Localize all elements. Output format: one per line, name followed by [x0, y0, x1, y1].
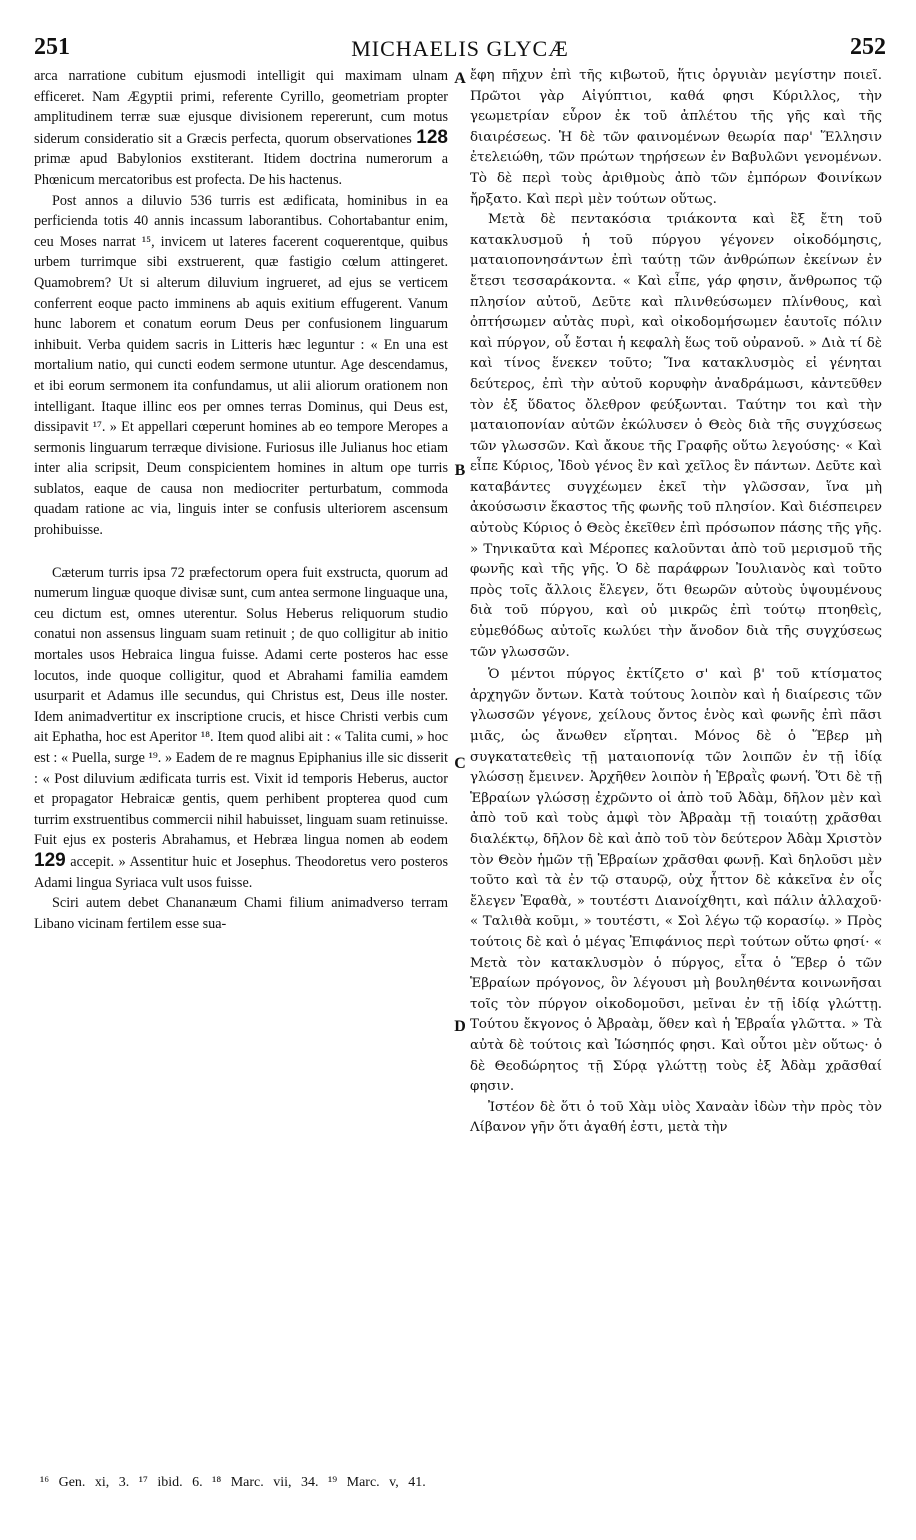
latin-paragraph-3: Cæterum turris ipsa 72 præfectorum opera fuit exstructa, quorum ad numerum linguæ quoque divisæ sunt, cum antea sermone linguaque una, ceu dictum est, omnes uterentur. Solus Heberus reliquorum studio conatui non assensus linguam suam retinuit ; de quo colligitur ab initio mortales usos Hebraica lingua fuisse. Adami certe posteros hac esse locutos, inde quoque colligitur, quod et Abrahami familia eamdem usurparit et Adamus ille secundus, qui Christus est, Deus ille noster. Idem animadvertitur ex inscriptione crucis, et hisce Christi verbis cum ait Ephatha, hoc est Aperitor ¹⁸. Item quod alibi ait : « Talita cumi, » hoc est : « Puella, surge ¹⁹. » Eadem de re magnus Epiphanius ille sic disserit : « Post diluvium ædificata turris est. Vixit id temporis Heberus, auctor et propagator Hebraicæ gentis, quem perhibent propterea quod cum turrim exstruentibus commercii nihil habuisset, linguam suam retinuisse. Fuit ejus ex posteris Abrahamus, et Hebræa lingua nomen ab eodem 129 accepit. » Assentitur huic et Josephus. Theodoretus vero posteros Adami lingua Syriaca vult usos fuisse.	[34, 564, 448, 891]
page-number-left: 251	[34, 34, 70, 60]
section-marker-a: A	[454, 70, 466, 87]
latin-column	[34, 66, 448, 934]
section-marker-c: C	[454, 755, 466, 772]
latin-paragraph-1: arca narratione cubitum ejusmodi intelligit qui maximam ulnam efficeret. Nam Ægyptii primi, referente Cyrillo, geometriam propter amplitudinem terræ suæ ejusque divisionem repererunt, cum motus siderum consideratio sit a Græcis perfecta, quorum observationes 128 primæ apud Babylonios exstiterant. Itidem doctrina numerorum a Phœnicum mercatoribus est profecta. De his hactenus.	[34, 68, 448, 188]
greek-column	[470, 66, 882, 1139]
page-number-right: 252	[850, 34, 886, 60]
section-marker-d: D	[454, 1018, 466, 1035]
footnotes: ¹⁶ Gen. xi, 3. ¹⁷ ibid. 6. ¹⁸ Marc. vii, 34. ¹⁹ Marc. v, 41.	[40, 1475, 426, 1490]
paragraph-gap	[34, 541, 448, 563]
greek-paragraph-3: Ὁ μέντοι πύργος ἐκτίζετο σ' καὶ β' τοῦ κτίσματος ἀρχηγῶν ὄντων. Κατὰ τούτους λοιπὸν καὶ ἡ διαίρεσις τῶν γλωσσῶν γέγονε, χείλους ὄντος ἑνὸς καὶ φωνῆς ἐπὶ πᾶσι μιᾶς, ὡς ἄνωθεν εἴρηται. Μόνος δὲ ὁ Ἕβερ μὴ συγκατατεθεὶς τῇ ματαιοπονίᾳ τῶν λοιπῶν ἐν τῇ ἰδίᾳ γλώσσῃ ἔμεινεν. Ἀρχῆθεν λοιπὸν ἡ Ἑβραῒς φωνή. Ὅτι δὲ τῇ Ἑβραίων γλώσσῃ ἐχρῶντο οἱ ἀπὸ τοῦ Ἀδὰμ, δῆλον μὲν καὶ ἀπὸ τοῦ καὶ τοὺς ἀμφὶ τὸν Ἀβραὰμ τῇ τοιαύτῃ χρᾶσθαι διαλέκτῳ, δῆλον δὲ καὶ ἀπὸ τοῦ τὸν δεύτερον Ἀδὰμ Χριστὸν τὸν Θεὸν ἡμῶν τῇ Ἑβραίων χρᾶσθαι φωνῇ. Καὶ δηλοῦσι μὲν τοῦτο καὶ τὰ ἐν τῷ σταυρῷ, οὐχ ἧττον δὲ κἀκεῖνα ἐν οἷς ἔλεγεν Ἐφαθὰ, » τουτέστι Διανοίχθητι, καὶ πάλιν ἀλλαχοῦ· « Ταλιθὰ κοῦμι, » τουτέστι, « Σοὶ λέγω τῷ κορασίῳ. » Πρὸς τούτοις δὲ καὶ ὁ μέγας Ἐπιφάνιος περὶ τούτων οὕτω φησί· « Μετὰ τὸν κατακλυσμὸν ὁ πύργος, εἶτα ὁ Ἕβερ ὁ τῶν Ἑβραίων πρόγονος, ὃν λέγουσι μὴ βουληθέντα κοινωνῆσαι τοῖς τὸν πύργον οἰκοδομοῦσι, μεῖναι ἐν τῇ ἰδίᾳ γλώττῃ. Τούτου ἔκγονος ὁ Ἀβραὰμ, ὅθεν καὶ ἡ Ἑβραΐα γλῶττα. » Τὰ αὐτὰ δὲ τούτοις καὶ Ἰώσηπός φησι. Καὶ οὗτοι μὲν οὕτως· ὁ δὲ Θεοδώρητος τῇ Σύρᾳ γλώττῃ τοὺς ἐξ Ἀδὰμ χρᾶσθαί φησιν.	[470, 667, 882, 1095]
greek-paragraph-1: ἔφη πῆχυν ἐπὶ τῆς κιβωτοῦ, ἥτις ὀργυιὰν μεγίστην ποιεῖ. Πρῶτοι γὰρ Αἰγύπτιοι, καθά φησι Κύριλλος, τὴν γεωμετρίαν εὗρον ἐκ τοῦ ἀπλέτου τῆς γῆς καὶ τῆς διαιρέσεως. Ἡ δὲ τῶν φαινομένων θεωρία παρ' Ἕλλησιν ἐτελειώθη, τῶν πρώτων τηρήσεων ἐν Βαβυλῶνι γενομένων. Τὸ δὲ περὶ τοὺς ἀριθμοὺς ἀπὸ τῶν ἐμπόρων Φοινίκων ἤρξατο. Καὶ περὶ μὲν τούτων οὕτως.	[470, 68, 882, 207]
greek-paragraph-4: Ἰστέον δὲ ὅτι ὁ τοῦ Χὰμ υἱὸς Χαναὰν ἰδὼν τὴν πρὸς τὸν Λίβανον γῆν ὅτι ἀγαθή ἐστι, μετὰ τὴν	[470, 1099, 882, 1136]
edition-page-number: 128	[416, 126, 448, 148]
latin-paragraph-2: Post annos a diluvio 536 turris est ædificata, hominibus in ea perficienda totis 40 annis incassum laborantibus. Cohortabantur enim, ceu Moses narrat ¹⁵, invicem ut lateres facerent coquerentque, quibus urbem turrimque sibi exstruerent, quæ fastigio cœlum attingeret. Quamobrem? Ut si alterum diluvium ingrueret, ad ejus se verticem conferrent eoque pacto imminens ab aquis exitium effugerent. Vanum hunc laborem et conatum eorum Deus per confusionem linguarum inhibuit. Verba quidem sacris in Litteris hæc leguntur : « En una est mortalium natio, qui cuncti eodem sermone utuntur. Age descendamus, et ibi eorum sermonem ita confundamus, ut alii aliorum orationem non intelligant. Itaque illinc eos per omnes terras Dominus, qui Deus est, dissipavit ¹⁷. » Et appellari cœperunt homines ab eo tempore Meropes a sermonis linguarum terræque divisione. Furiosus ille Julianus hoc etiam inter alia scripsit, Deum conspicientem homines in altum ope turris sublatos, eaque de causa non mediocriter perturbatum, commoda quadam ratione ac via, linguis inter se confusis ulteriorem ascensum prohibuisse.	[34, 192, 448, 539]
running-title: MICHAELIS GLYCÆ	[351, 36, 569, 61]
section-marker-b: B	[454, 462, 466, 479]
latin-paragraph-4: Sciri autem debet Chananæum Chami filium animadverso terram Libano vicinam fertilem esse sua-	[34, 895, 448, 932]
greek-paragraph-2: Μετὰ δὲ πεντακόσια τριάκοντα καὶ ἓξ ἔτη τοῦ κατακλυσμοῦ ἡ τοῦ πύργου γέγονεν οἰκοδόμησις, ματαιοπονησάντων ἐπὶ ταύτῃ τῶν ἀνθρώπων ἐκείνων ἐν ἔτεσι τεσσαράκοντα. « Καὶ εἶπε, γάρ φησιν, ἄνθρωπος τῷ πλησίον αὐτοῦ, Δεῦτε καὶ πλινθεύσωμεν πλίνθους, καὶ ὀπτήσωμεν αὐτὰς πυρὶ, καὶ οἰκοδομήσωμεν ἑαυτοῖς πόλιν καὶ πύργον, οὗ ἔσται ἡ κεφαλὴ ἕως τοῦ οὐρανοῦ. » Διὰ τί δὲ καὶ τίνος ἕνεκεν τοῦτο; Ἵνα κατακλυσμὸς εἰ γένηται δεύτερος, ἐπὶ τὴν αὐτοῦ κορυφὴν ἀναδράμωσι, κἀντεῦθεν τὸν ἐξ ὕδατος ὄλεθρον φεύξωνται. Ταύτην τοι καὶ τὴν ματαιοπονίαν αὐτῶν ἐκώλυσεν ὁ Θεὸς διὰ τῆς συγχύσεως τῶν γλωσσῶν. Καὶ ἄκουε τῆς Γραφῆς οὕτω λεγούσης· « Καὶ εἶπε Κύριος, Ἰδοὺ γένος ἓν καὶ χεῖλος ἓν πάντων. Δεῦτε καὶ καταβάντες συγχέωμεν ἐκεῖ τὴν γλῶσσαν, ἵνα μὴ ἀκούσωσιν ἕκαστος τῆς φωνῆς τοῦ πλησίον. Καὶ διέσπειρεν αὐτοὺς Κύριος ὁ Θεὸς ἐκεῖθεν ἐπὶ πρόσωπον πάσης τῆς γῆς. » Τηνικαῦτα καὶ Μέροπες καλοῦνται ἀπὸ τοῦ μερισμοῦ τῆς φωνῆς καὶ τῆς γῆς. Ὁ δὲ παράφρων Ἰουλιανὸς καὶ τοῦτο πρὸς τοῖς ἄλλοις ἔλεγεν, ὅτι θεωρῶν αὐτοὺς ὑψουμένους διὰ τοῦ πύργου, καὶ οὐ μικρῶς ἐπὶ τούτῳ πτοηθεὶς, εὐμεθόδως αὐτοῖς κωλύει τὴν ἄνοδον διὰ τῆς συγχύσεως τῶν γλωσσῶν.	[470, 212, 882, 660]
running-header	[34, 34, 886, 64]
edition-page-number: 129	[34, 849, 66, 871]
